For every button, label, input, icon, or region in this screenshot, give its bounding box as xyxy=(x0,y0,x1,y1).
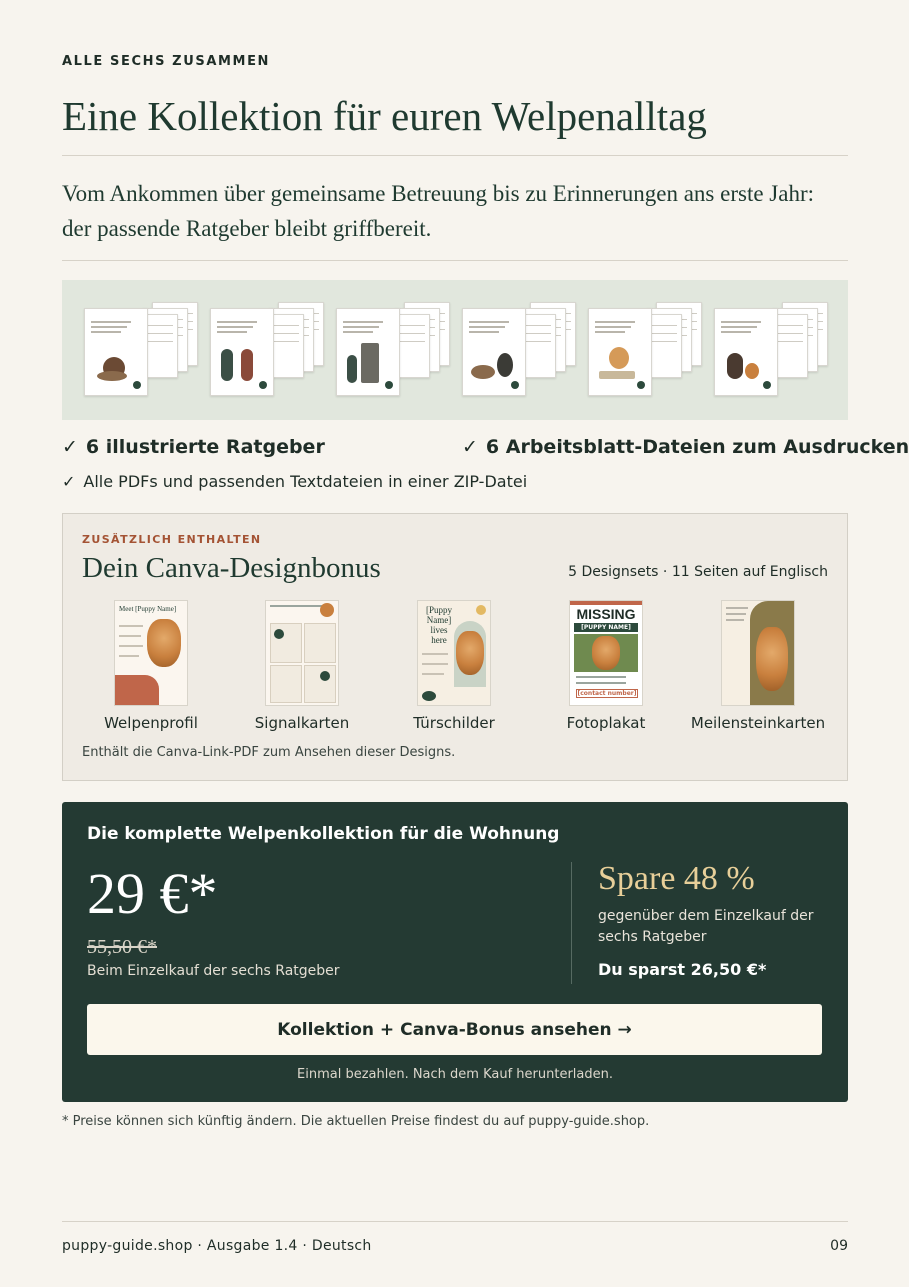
design-label: Fotoplakat xyxy=(566,714,646,732)
feature-item-guides: ✓ 6 illustrierte Ratgeber xyxy=(62,436,325,458)
check-icon: ✓ xyxy=(62,436,78,458)
check-icon: ✓ xyxy=(462,436,478,458)
missing-poster-thumbnail: MISSING [PUPPY NAME] [contact number] xyxy=(569,600,643,706)
check-icon: ✓ xyxy=(62,472,76,491)
bonus-title: Dein Canva-Designbonus xyxy=(82,552,381,584)
bonus-note: Enthält die Canva-Link-PDF zum Ansehen dieser Designs. xyxy=(82,745,456,760)
offer-note: Einmal bezahlen. Nach dem Kauf herunterladen. xyxy=(297,1067,613,1082)
canva-bonus-box xyxy=(62,513,848,781)
old-price-note: Beim Einzelkauf der sechs Ratgeber xyxy=(87,963,340,979)
bonus-meta: 5 Designsets · 11 Seiten auf Englisch xyxy=(568,564,828,580)
design-label: Welpenprofil xyxy=(104,714,198,732)
signal-cards-thumbnail xyxy=(265,600,339,706)
feature-item-worksheets: ✓ 6 Arbeitsblatt-Dateien zum Ausdrucken xyxy=(462,436,909,458)
footer-divider xyxy=(62,1221,848,1222)
divider xyxy=(571,862,572,984)
door-sign-thumbnail: [Puppy Name] lives here xyxy=(417,600,491,706)
old-price: 55,50 €* xyxy=(87,936,157,958)
profile-card-thumbnail: Meet [Puppy Name] xyxy=(114,600,188,706)
guide-preview-6 xyxy=(714,302,828,398)
offer-panel xyxy=(62,802,848,1102)
section-eyebrow: ALLE SECHS ZUSAMMEN xyxy=(62,54,271,69)
guide-preview-1 xyxy=(84,302,198,398)
design-label: Meilensteinkarten xyxy=(690,714,826,732)
design-meilensteinkarten xyxy=(683,600,833,732)
guide-preview-4 xyxy=(462,302,576,398)
guide-preview-3 xyxy=(336,302,450,398)
view-collection-button[interactable]: Kollektion + Canva-Bonus ansehen → xyxy=(87,1004,822,1055)
design-signalkarten xyxy=(227,600,377,732)
milestone-card-thumbnail xyxy=(721,600,795,706)
price: 29 €* xyxy=(87,861,218,926)
savings-text: gegenüber dem Einzelkauf der sechs Ratgeber xyxy=(598,908,814,945)
offer-heading: Die komplette Welpenkollektion für die Wohnung xyxy=(87,824,560,844)
design-label: Türschilder xyxy=(413,714,495,732)
footer-info: puppy-guide.shop · Ausgabe 1.4 · Deutsch xyxy=(62,1238,372,1254)
divider xyxy=(62,260,848,261)
intro-text: Vom Ankommen über gemeinsame Betreuung bis zu Erinnerungen ans erste Jahr: der passende Ratgeber bleibt griffbereit. xyxy=(62,181,815,241)
guide-preview-5 xyxy=(588,302,702,398)
price-footnote: * Preise können sich künftig ändern. Die aktuellen Preise findest du auf puppy-guide.shop. xyxy=(62,1114,650,1129)
design-welpenprofil xyxy=(76,600,226,732)
page-number: 09 xyxy=(830,1238,848,1254)
design-tuerschilder xyxy=(379,600,529,732)
page-title: Eine Kollektion für euren Welpenalltag xyxy=(62,93,707,139)
divider xyxy=(62,155,848,156)
design-fotoplakat xyxy=(531,600,681,732)
savings-title: Spare 48 % xyxy=(598,860,755,897)
guide-preview-2 xyxy=(210,302,324,398)
design-label: Signalkarten xyxy=(254,714,350,732)
guides-preview-banner xyxy=(62,280,848,420)
feature-item-zip: ✓ Alle PDFs und passenden Textdateien in einer ZIP-Datei xyxy=(62,472,528,491)
savings-amount: Du sparst 26,50 €* xyxy=(598,960,767,979)
bonus-eyebrow: ZUSÄTZLICH ENTHALTEN xyxy=(82,533,262,546)
